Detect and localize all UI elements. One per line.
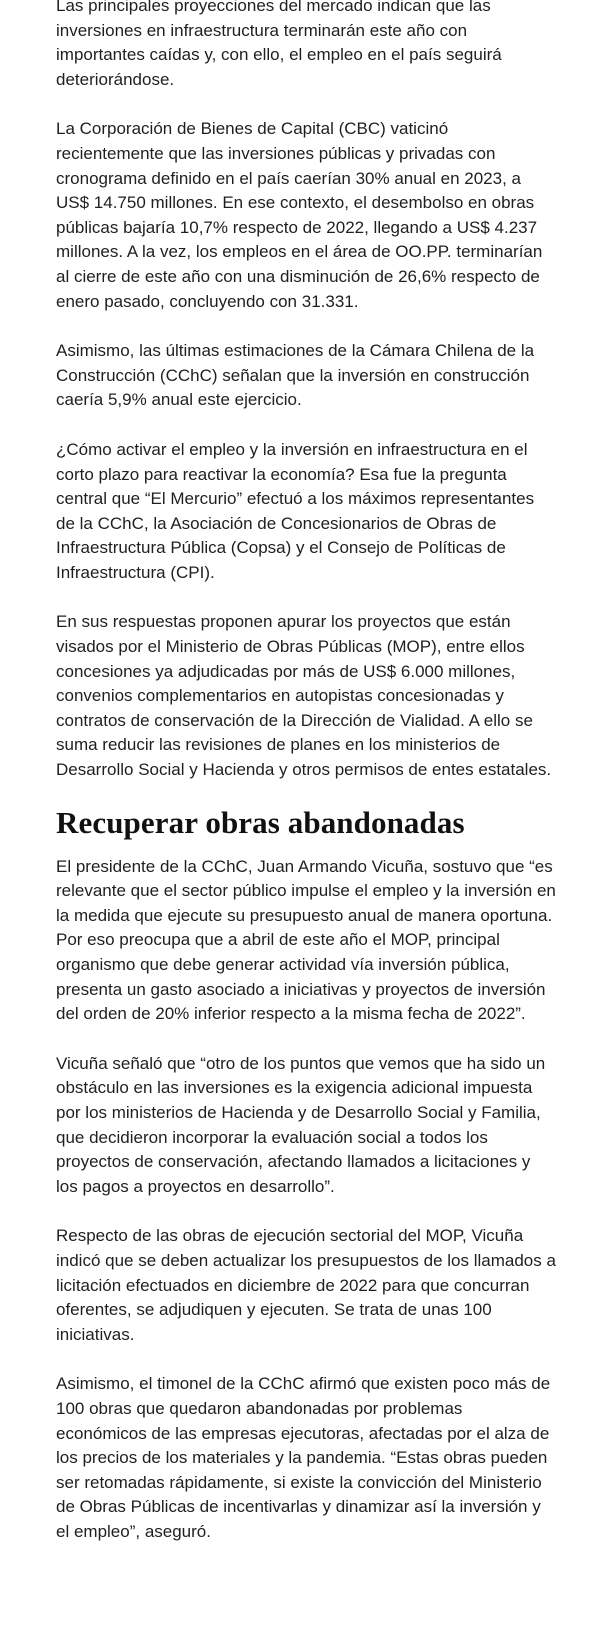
paragraph-cchc-estimate: Asimismo, las últimas estimaciones de la Cámara Chilena de la Construcción (CChC) señalan que la inversión en construcción caería 5,9% anual este ejercicio. bbox=[56, 341, 535, 410]
paragraph-vicuna-obstacles: Vicuña señaló que “otro de los puntos que vemos que ha sido un obstáculo en las inversiones es la exigencia adicional impuesta por los ministerios de Hacienda y de Desarrollo Social y Familia, que decidieron incorporar la evaluación social a todos los proyectos de conservación, afectando llamados a licitaciones y los pagos a proyectos en desarrollo”. bbox=[56, 1053, 546, 1196]
section-heading: Recuperar obras abandonadas bbox=[56, 804, 465, 840]
article-body bbox=[56, 0, 556, 1569]
paragraph-central-question: ¿Cómo activar el empleo y la inversión en infraestructura en el corto plazo para reactivar la economía? Esa fue la pregunta central que “El Mercurio” efectuó a los máximos representantes de la CChC, la Asociación de Concesionarios de Obras de Infraestructura Pública (Copsa) y el Consejo de Políticas de Infraestructura (CPI). bbox=[56, 439, 535, 582]
paragraph-sectoral-works: Respecto de las obras de ejecución sectorial del MOP, Vicuña indicó que se deben actualizar los presupuestos de los llamados a licitación efectuados en diciembre de 2022 para que concurran oferentes, se adjudiquen y ejecuten. Se trata de unas 100 iniciativas. bbox=[56, 1226, 556, 1344]
paragraph-vicuna-statement: El presidente de la CChC, Juan Armando Vicuña, sostuvo que “es relevante que el sector público impulse el empleo y la inversión en la medida que ejecute su presupuesto anual de manera oportuna. Por eso preocupa que a abril de este año el MOP, principal organismo que debe generar actividad vía inversión pública, presenta un gasto asociado a iniciativas y proyectos de inversión del orden de 20% inferior respecto a la misma fecha de 2022”. bbox=[56, 856, 556, 1024]
paragraph-abandoned-works: Asimismo, el timonel de la CChC afirmó que existen poco más de 100 obras que quedaron abandonadas por problemas económicos de las empresas ejecutoras, afectadas por el alza de los precios de los materiales y la pandemia. “Estas obras pueden ser retomadas rápidamente, si existe la convicción del Ministerio de Obras Públicas de incentivarlas y dinamizar así la inversión y el empleo”, aseguró. bbox=[56, 1374, 551, 1541]
paragraph-proposals: En sus respuestas proponen apurar los proyectos que están visados por el Ministerio de Obras Públicas (MOP), entre ellos concesiones ya adjudicadas por más de US$ 6.000 millones, convenios complementarios en autopistas concesionadas y contratos de conservación de la Dirección de Vialidad. A ello se suma reducir las revisiones de planes en los ministerios de Desarrollo Social y Hacienda y otros permisos de entes estatales. bbox=[56, 612, 552, 780]
paragraph-cbc-forecast: La Corporación de Bienes de Capital (CBC) vaticinó recientemente que las inversiones públicas y privadas con cronograma definido en el país caerían 30% anual en 2023, a US$ 14.750 millones. En ese contexto, el desembolso en obras públicas bajaría 10,7% respecto de 2022, llegando a US$ 4.237 millones. A la vez, los empleos en el área de OO.PP. terminarían al cierre de este año con una disminución de 26,6% respecto de enero pasado, concluyendo con 31.331. bbox=[56, 119, 543, 311]
paragraph-market-projections: Las principales proyecciones del mercado indican que las inversiones en infraestructura terminarán este año con importantes caídas y, con ello, el empleo en el país seguirá deteriorándose. bbox=[56, 0, 502, 89]
